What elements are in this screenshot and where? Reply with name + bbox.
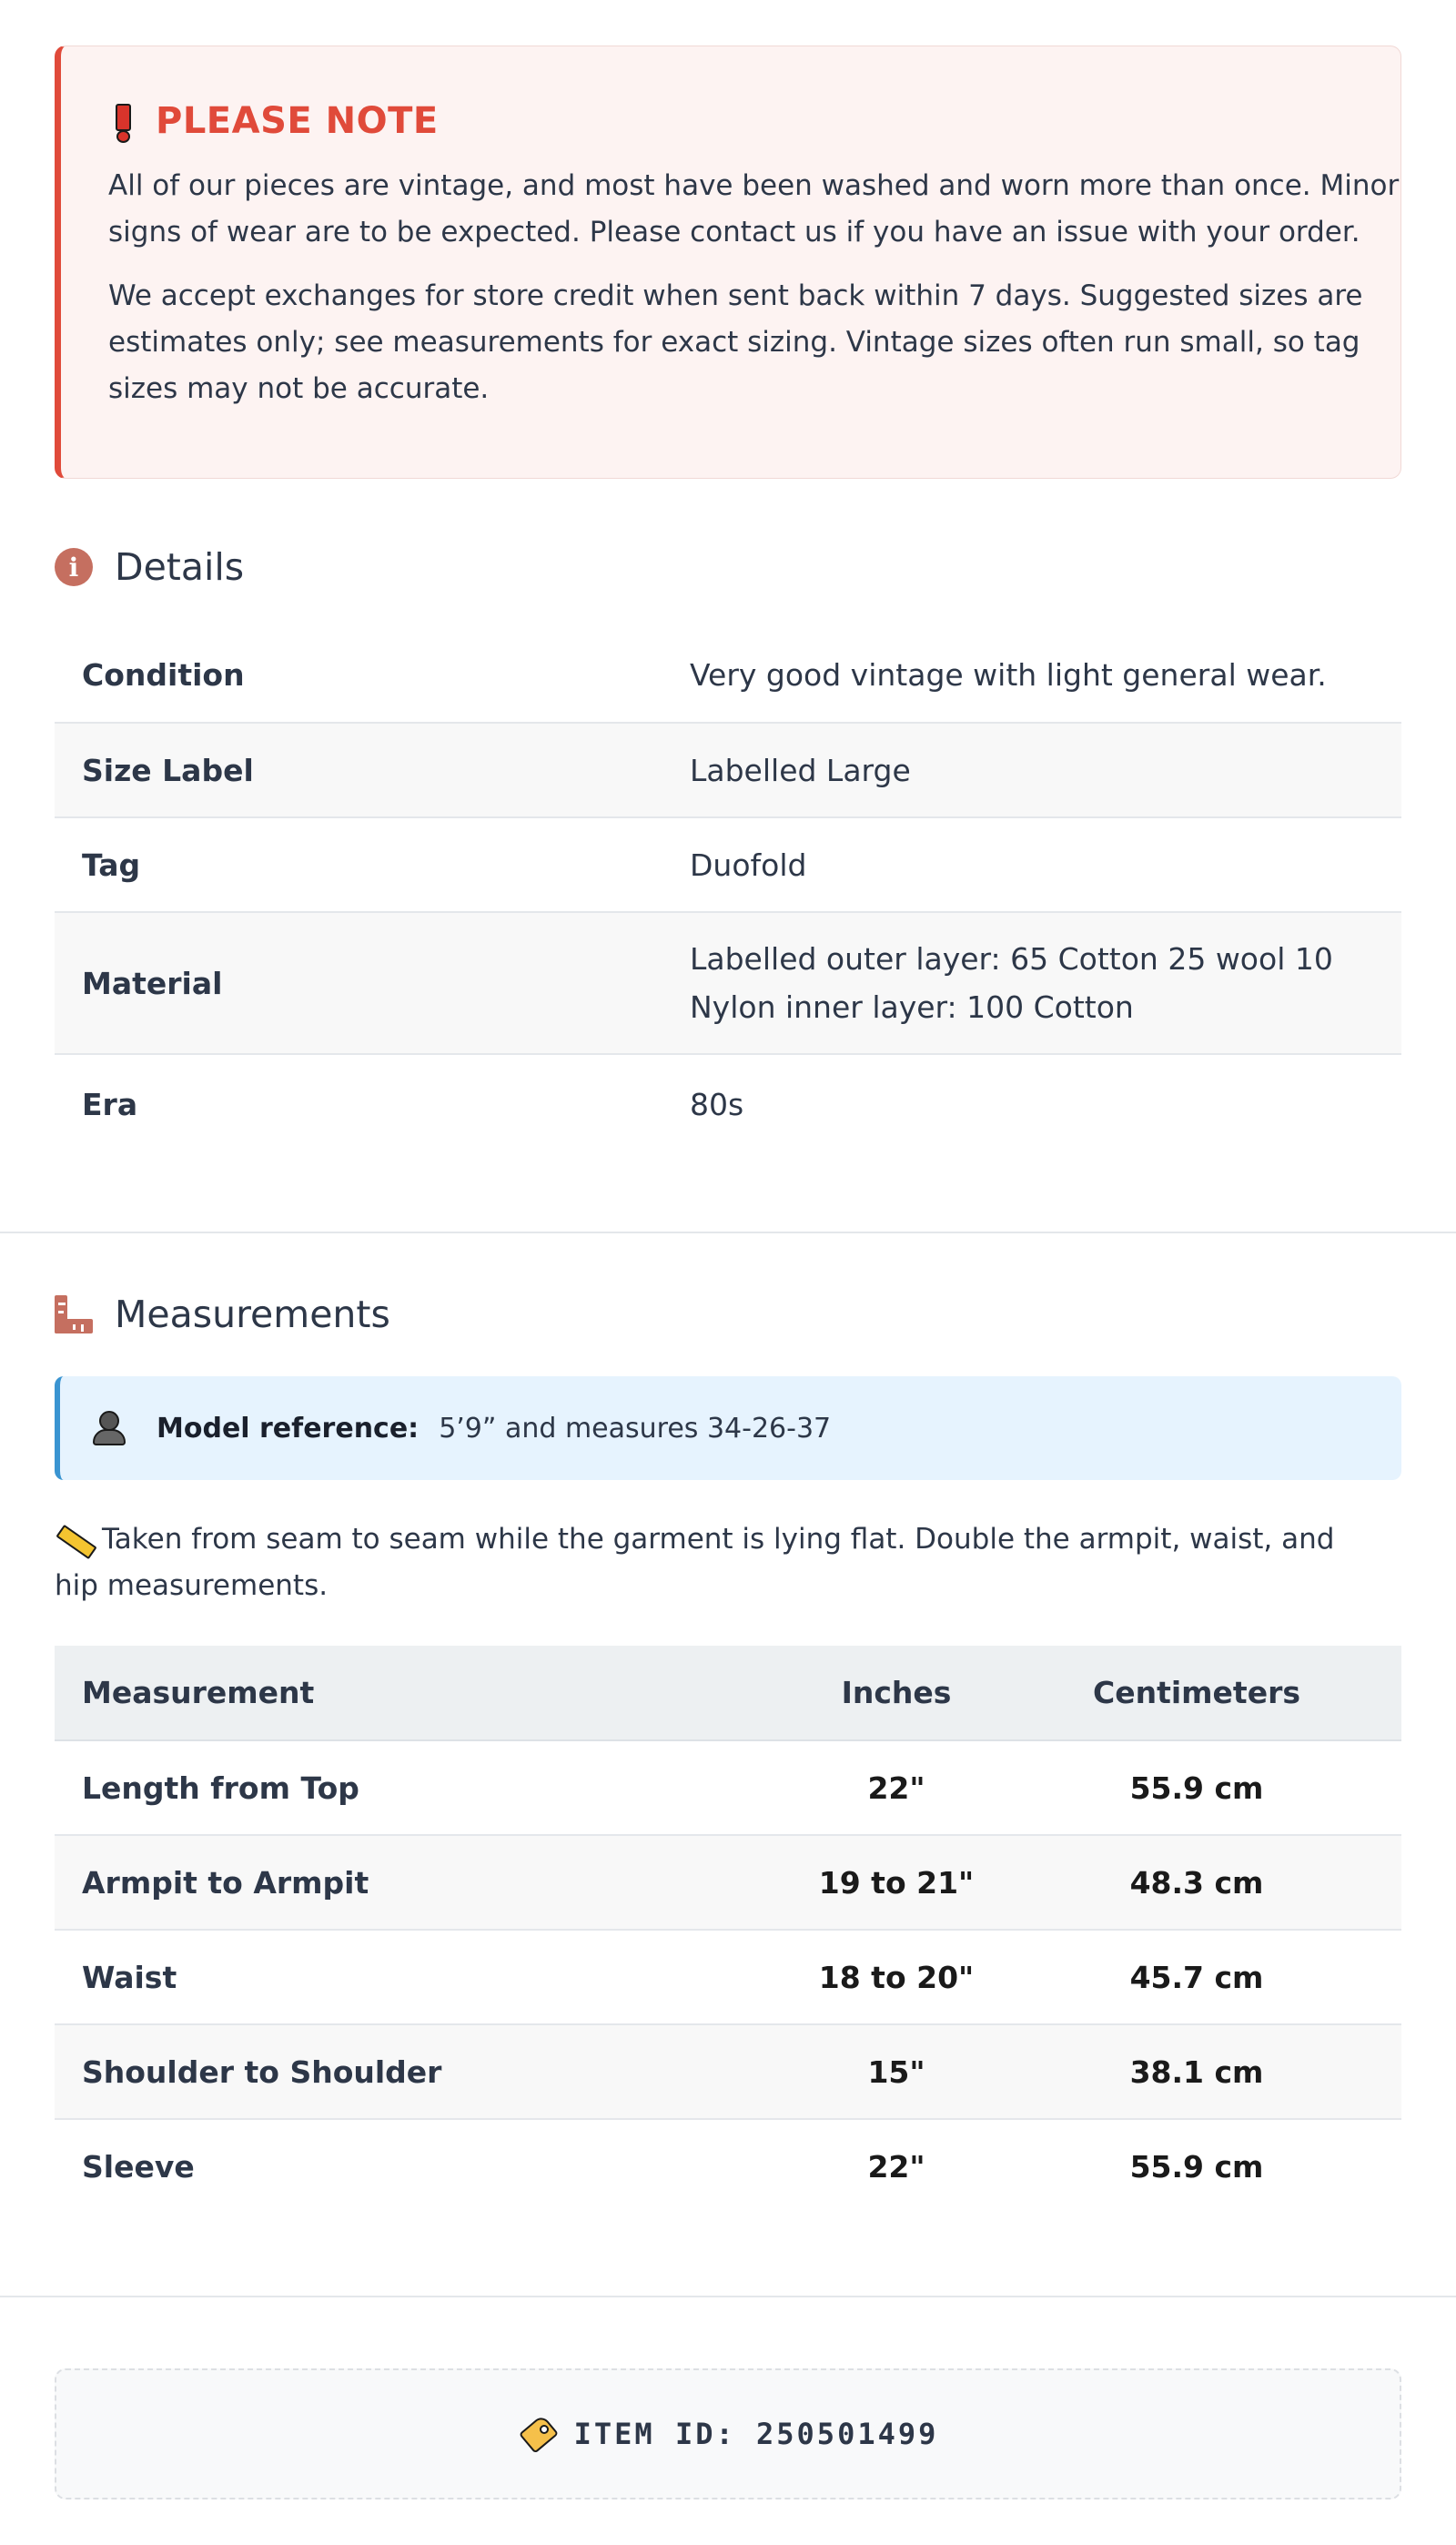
notice-paragraph-1: All of our pieces are vintage, and most have been washed and worn more than once. Minor signs of wear are to be expected. Please contact us if you have an issue with your order. xyxy=(108,169,1400,248)
detail-label: Era xyxy=(82,1087,138,1122)
details-title: Details xyxy=(115,545,245,589)
measurement-inches: 15" xyxy=(801,2024,992,2119)
info-icon: i xyxy=(55,548,93,586)
section-divider xyxy=(0,1232,1456,1233)
measurement-note-text: Taken from seam to seam while the garment is lying flat. Double the armpit, waist, and hip measurements. xyxy=(55,1523,1335,1602)
table-header-row xyxy=(55,1646,1401,1740)
tag-icon xyxy=(518,2416,554,2452)
ruler-icon xyxy=(55,1295,93,1333)
measurement-cm: 55.9 cm xyxy=(992,1740,1401,1835)
detail-value: Labelled outer layer: 65 Cotton 25 wool 10 Nylon inner layer: 100 Cotton xyxy=(662,912,1401,1054)
person-icon xyxy=(93,1411,126,1445)
detail-label: Size Label xyxy=(55,723,662,817)
measurements-title: Measurements xyxy=(115,1293,390,1336)
table-row xyxy=(55,2024,1401,2119)
measurement-name: Armpit to Armpit xyxy=(55,1835,801,1930)
measurement-name: Waist xyxy=(55,1930,801,2024)
notice-title: PLEASE NOTE xyxy=(156,100,439,142)
measurement-inches: 22" xyxy=(867,2149,925,2185)
measurement-cm: 45.7 cm xyxy=(992,1930,1401,2024)
details-header xyxy=(55,545,244,589)
column-header: Centimeters xyxy=(992,1646,1401,1740)
measurement-note xyxy=(55,1516,1365,1609)
model-reference-value: 5’9” and measures 34-26-37 xyxy=(439,1412,832,1445)
measurement-name: Sleeve xyxy=(82,2149,195,2185)
model-reference xyxy=(55,1376,1401,1480)
measurement-cm: 55.9 cm xyxy=(1129,2149,1264,2185)
detail-value: Duofold xyxy=(662,817,1401,912)
column-header: Inches xyxy=(801,1646,992,1740)
details-table xyxy=(55,628,1401,1154)
table-row xyxy=(55,817,1401,912)
detail-label: Tag xyxy=(55,817,662,912)
measurement-inches: 18 to 20" xyxy=(801,1930,992,2024)
detail-label: Condition xyxy=(55,628,662,723)
item-id: ITEM ID: 250501499 xyxy=(573,2417,939,2451)
notice-paragraph-2: We accept exchanges for store credit when sent back within 7 days. Suggested sizes are estimates only; see measurements for exact sizing. Vintage sizes often run small, so tag sizes may not be accurate. xyxy=(108,279,1363,405)
table-row xyxy=(55,1054,1401,1154)
section-divider xyxy=(0,2296,1456,2297)
measurement-name: Shoulder to Shoulder xyxy=(55,2024,801,2119)
detail-value: Very good vintage with light general wear. xyxy=(662,628,1401,723)
table-row xyxy=(55,628,1401,723)
exclamation-icon xyxy=(114,102,130,140)
measurement-inches: 22" xyxy=(801,1740,992,1835)
detail-value: Labelled Large xyxy=(662,723,1401,817)
measurement-cm: 48.3 cm xyxy=(992,1835,1401,1930)
measurements-header xyxy=(55,1293,390,1336)
notice-box xyxy=(55,46,1401,479)
pencil-icon xyxy=(55,1525,91,1552)
table-row xyxy=(55,1835,1401,1930)
detail-value: 80s xyxy=(690,1087,744,1122)
notice-header xyxy=(108,99,1400,143)
model-reference-label: Model reference: xyxy=(157,1412,420,1445)
detail-label: Material xyxy=(55,912,662,1054)
table-row xyxy=(55,1930,1401,2024)
table-row xyxy=(55,723,1401,817)
table-row xyxy=(55,2119,1401,2214)
table-row xyxy=(55,1740,1401,1835)
column-header: Measurement xyxy=(55,1646,801,1740)
table-row xyxy=(55,912,1401,1054)
measurement-inches: 19 to 21" xyxy=(801,1835,992,1930)
item-id-box xyxy=(55,2368,1401,2499)
measurement-name: Length from Top xyxy=(55,1740,801,1835)
measurement-cm: 38.1 cm xyxy=(992,2024,1401,2119)
measurements-table xyxy=(55,1646,1401,2214)
